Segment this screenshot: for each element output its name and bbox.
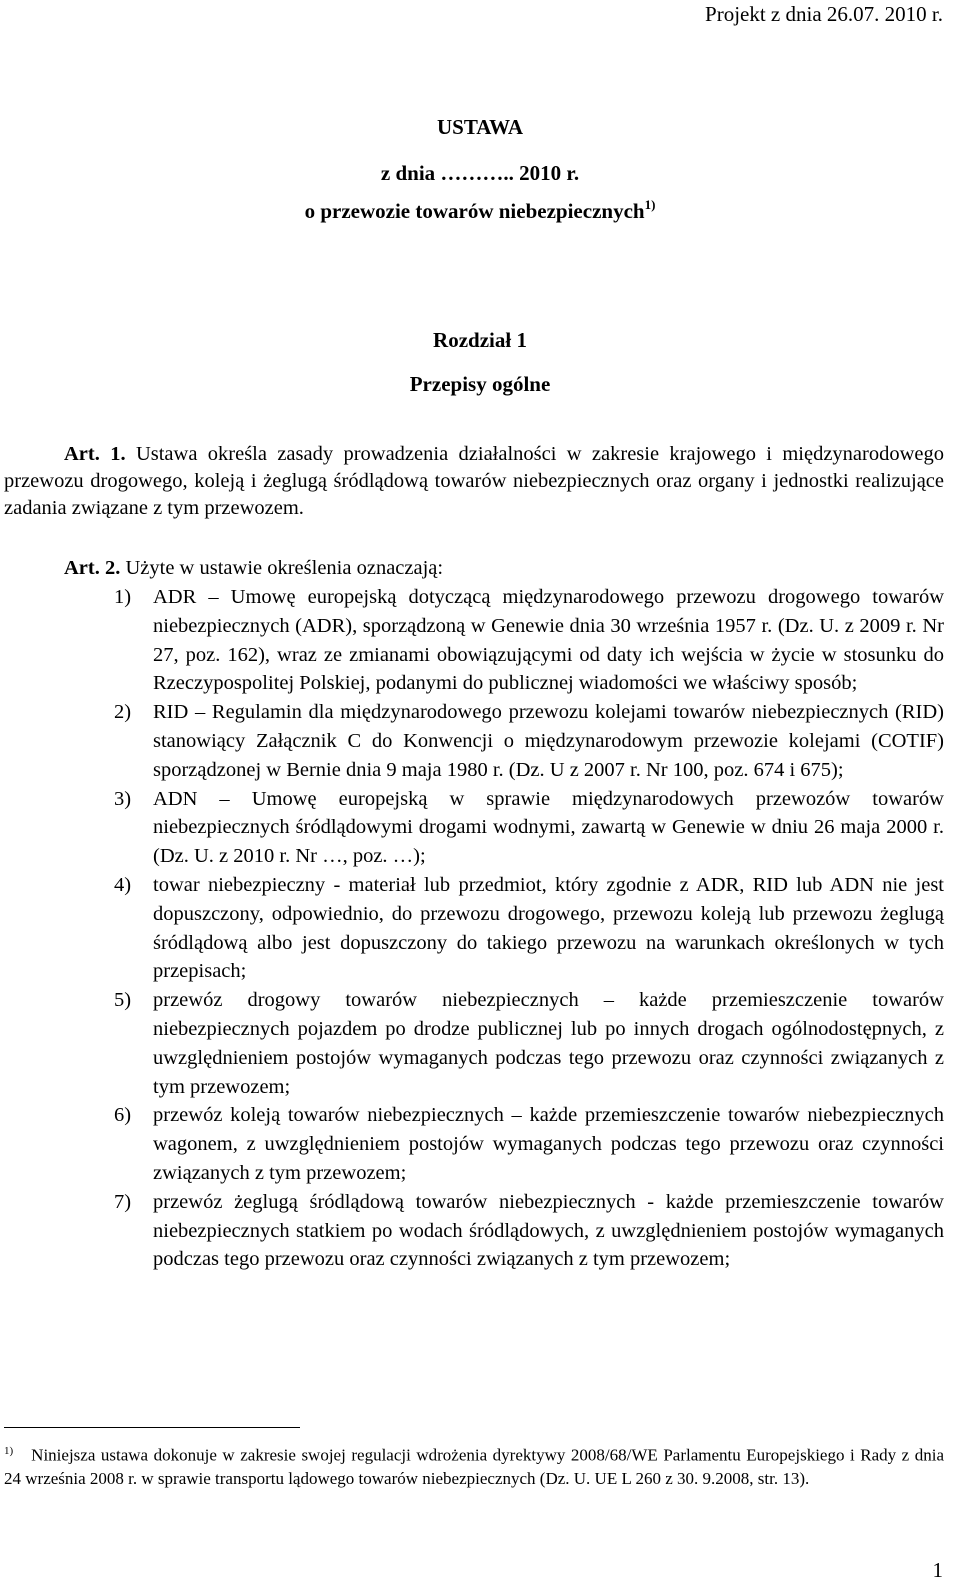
list-item: [114, 698, 944, 784]
act-subject-text: o przewozie towarów niebezpiecznych: [304, 199, 645, 223]
item-number: 7): [114, 1190, 132, 1213]
article-1: [4, 441, 944, 522]
item-number: 2): [114, 701, 132, 724]
article-1-text: Ustawa określa zasady prowadzenia działalności w zakresie krajowego i międzynarodowego przewozu drogowego, koleją i żeglugą śródlądową towarów niebezpiecznych oraz organy i jednostki realizujące zadania związane z tym przewozem.: [4, 443, 945, 519]
item-text: towar niebezpieczny - materiał lub przedmiot, który zgodnie z ADR, RID lub ADN nie jest dopuszczony, odpowiednio, do przewozu drogowego, przewozu koleją lub przewozu żeglugą śródlądową albo jest dopuszczony do takiego przewozu na warunkach określonych w tych przepisach;: [153, 873, 944, 983]
list-item: [114, 583, 944, 698]
article-2-intro-text: Użyte w ustawie określenia oznaczają:: [125, 557, 444, 579]
item-text: przewóz drogowy towarów niebezpiecznych – każde przemieszczenie towarów niebezpiecznych pojazdem po drodze publicznej lub po innych drogach ogólnodostępnych, z uwzględnieniem postojów wymaganych podczas tego przewozu oraz czynności związanych z tym przewozem;: [153, 989, 944, 1098]
footnote-divider: [4, 1427, 300, 1428]
item-text: przewóz koleją towarów niebezpiecznych – każde przemieszczenie towarów niebezpiecznych wagonem, z uwzględnieniem postojów wymaganych podczas tego przewozu oraz czynności związanych z tym przewozem;: [153, 1104, 944, 1184]
article-2-label: Art. 2.: [64, 557, 121, 579]
act-date: z dnia ……….. 2010 r.: [380, 161, 580, 185]
list-item: [114, 1101, 944, 1187]
footnote-text: Niniejsza ustawa dokonuje w zakresie swojej regulacji wdrożenia dyrektywy 2008/68/WE Parlamentu Europejskiego i Rady z dnia 24 września 2008 r. w sprawie transportu lądowego towarów niebezpiecznych (Dz. U. UE L 260 z 30. 9.2008, str. 13).: [4, 1445, 944, 1488]
item-text: RID – Regulamin dla międzynarodowego przewozu kolejami towarów niebezpiecznych (RID) stanowiący Załącznik C do Konwencji o międzynarodowym przewozie kolejami (COTIF) sporządzonej w Bernie dnia 9 maja 1980 r. (Dz. U z 2007 r. Nr 100, poz. 674 i 675);: [153, 701, 944, 781]
page-number: 1: [932, 1558, 943, 1582]
list-item: [114, 1188, 944, 1274]
list-item: [114, 785, 944, 871]
chapter-number: Rozdział 1: [433, 328, 527, 352]
list-item: [114, 871, 944, 986]
article-2-intro: [4, 555, 944, 582]
act-title: USTAWA: [437, 115, 523, 139]
chapter-title: Przepisy ogólne: [409, 372, 551, 396]
item-number: 6): [114, 1104, 132, 1127]
footnote-mark: 1): [4, 1445, 14, 1457]
item-number: 5): [114, 989, 132, 1012]
footnote-reference: 1): [644, 197, 656, 212]
list-item: [114, 986, 944, 1101]
definitions-list: [114, 583, 944, 1274]
item-number: 4): [114, 873, 132, 896]
footnote: [4, 1440, 944, 1490]
item-text: przewóz żeglugą śródlądową towarów niebezpiecznych - każde przemieszczenie towarów niebezpiecznych statkiem po wodach śródlądowych, z uwzględnieniem postojów wymaganych podczas tego przewozu oraz czynności związanych z tym przewozem;: [153, 1190, 944, 1271]
project-header: Projekt z dnia 26.07. 2010 r.: [705, 2, 943, 26]
item-number: 1): [114, 586, 132, 608]
act-subject: [0, 198, 960, 224]
item-text: ADN – Umowę europejską w sprawie międzynarodowych przewozów towarów niebezpiecznych śródlądowymi drogami wodnymi, zawartą w Genewie w dniu 26 maja 2000 r.(Dz. U. z 2010 r. Nr …, poz. …);: [153, 787, 944, 868]
item-number: 3): [114, 787, 132, 810]
item-text: ADR – Umowę europejską dotyczącą międzynarodowego przewozu drogowego towarów niebezpiecznych (ADR), sporządzoną w Genewie dnia 30 września 1957 r. (Dz. U. z 2009 r. Nr 27, poz. 162), wraz ze zmianami obowiązującymi od daty ich wejścia w życie w stosunku do Rzeczypospolitej Polskiej, podanymi do publicznej wiadomości we właściwy sposób;: [153, 586, 944, 695]
article-1-label: Art. 1.: [64, 443, 126, 465]
